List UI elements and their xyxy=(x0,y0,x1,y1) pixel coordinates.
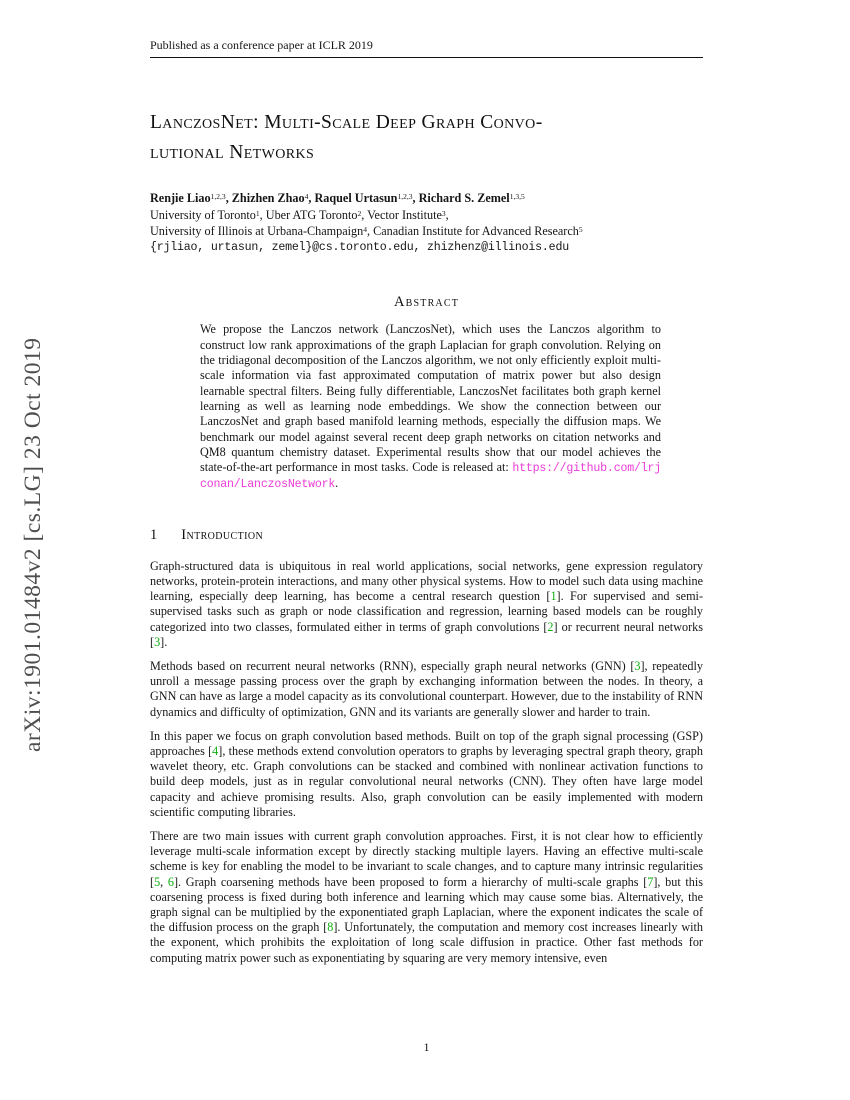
abstract-section xyxy=(150,294,703,492)
superscript: 1 xyxy=(255,208,260,218)
body-paragraph: There are two main issues with current graph convolution approaches. First, it is not clear how to efficiently leverage multi-scale information except by directly stacking multiple layers. Having an effective multi-scale scheme is key for enabling the model to be invariant to scale changes, and to capture many intrinsic regularities [5, 6]. Graph coarsening methods have been proposed to form a hierarchy of multi-scale graphs [7], but this coarsening process is fixed during both inference and learning which may cause some bias. Alternatively, the graph signal can be multiplied by the exponentiated graph Laplacian, where the exponent indicates the scale of the diffusion process on the graph [8]. Unfortunately, the computation and memory cost increases linearly with the exponent, which prohibits the exploitation of long scale diffusion in practice. Other fast methods for computing matrix power such as exponentiating by squaring are very memory intensive, even xyxy=(150,828,704,965)
citation-link[interactable]: 3 xyxy=(634,658,641,673)
superscript: 4 xyxy=(363,225,368,235)
abstract-text: We propose the Lanczos network (LanczosNet), which uses the Lanczos algorithm to construct low rank approximations of the graph Laplacian for graph convolution. Relying on the tridiagonal decomposition of the Lanczos algorithm, we not only efficiently exploit multi-scale information via fast approximated computation of matrix power but also design learnable spectral filters. Being fully differentiable, LanczosNet facilitates both graph kernel learning as well as learning node embeddings. We show the connection between our LanczosNet and graph based manifold learning methods, especially the diffusion maps. We benchmark our model against several recent deep graph networks on citation networks and QM8 quantum chemistry dataset. Experimental results show that our model achieves the state-of-the-art performance in most tasks. Code is released at: https://github.com/lrjconan/LanczosNetwork. xyxy=(200,322,661,492)
section-title: Introduction xyxy=(181,526,264,543)
author-block xyxy=(150,190,703,256)
body-paragraph: Methods based on recurrent neural networks (RNN), especially graph neural networks (GNN) [3], repeatedly unroll a message passing process over the graph by exchanging information between the nodes. In theory, a GNN can have as large a model capacity as its convolutional counterpart. However, due to the instability of RNN dynamics and difficulty of optimization, GNN and its variants are generally slower and harder to train. xyxy=(150,658,703,719)
citation-link[interactable]: 2 xyxy=(547,619,554,634)
citation-link[interactable]: 4 xyxy=(212,743,219,758)
author-names xyxy=(150,190,703,207)
superscript: 3 xyxy=(441,208,446,218)
citation-link[interactable]: 7 xyxy=(647,874,654,889)
conference-header: Published as a conference paper at ICLR 2019 xyxy=(150,38,703,58)
citation-link[interactable]: 1 xyxy=(550,589,557,604)
superscript: 1,2,3 xyxy=(397,192,413,202)
author-name: , Richard S. Zemel xyxy=(412,191,510,206)
superscript: 1,3,5 xyxy=(509,192,525,202)
citation-link[interactable]: 8 xyxy=(327,920,334,935)
author-name: , Raquel Urtasun xyxy=(308,191,398,206)
superscript: 5 xyxy=(578,225,583,235)
external-link[interactable]: https://github.com/lrjconan/LanczosNetwork xyxy=(200,462,661,492)
superscript: 2 xyxy=(357,208,362,218)
paper-content xyxy=(150,38,703,966)
title-line-1: LanczosNet: Multi-Scale Deep Graph Convo- xyxy=(150,112,543,133)
arxiv-watermark: arXiv:1901.01484v2 [cs.LG] 23 Oct 2019 xyxy=(20,337,46,752)
paper-title xyxy=(150,108,703,168)
title-line-2: lutional Networks xyxy=(150,142,315,164)
body-paragraph: Graph-structured data is ubiquitous in real world applications, social networks, gene expression regulatory networks, protein-protein interactions, and many other physical systems. How to model such data using machine learning, especially deep learning, has become a central research question [1]. For supervised and semi-supervised tasks such as graph or node classification and regression, learning based models can be roughly categorized into two classes, formulated either in terms of graph convolutions [2] or recurrent neural networks [3]. xyxy=(150,558,703,649)
page-number: 1 xyxy=(423,1040,430,1054)
superscript: 4 xyxy=(304,192,309,202)
citation-link[interactable]: 6 xyxy=(167,874,174,889)
section-number: 1 xyxy=(150,526,158,543)
citation-link[interactable]: 3 xyxy=(154,634,161,649)
abstract-heading: Abstract xyxy=(393,294,460,311)
author-name: , Zhizhen Zhao xyxy=(225,191,305,206)
author-name: Renjie Liao xyxy=(150,191,211,206)
affiliation-line-2: University of Illinois at Urbana-Champaign$^4$, Canadian Institute for Advanced Research$^5$ xyxy=(150,224,583,239)
affiliation-line-1: University of Toronto$^1$, Uber ATG Toronto$^2$, Vector Institute$^3$, xyxy=(150,207,449,222)
citation-link[interactable]: 5 xyxy=(154,874,161,889)
introduction-paragraphs xyxy=(150,559,703,966)
section-heading-introduction xyxy=(150,527,703,544)
author-emails: {rjliao, urtasun, zemel}@cs.toronto.edu, zhizhenz@illinois.edu xyxy=(150,240,569,254)
body-paragraph: In this paper we focus on graph convolution based methods. Built on top of the graph signal processing (GSP) approaches [4], these methods extend convolution operators to graphs by leveraging spectral graph theory, graph wavelet theory, etc. Graph convolutions can be stacked and combined with nonlinear activation functions to build deep models, just as in regular convolutional neural networks (CNN). They often have large model capacity and achieve promising results. Also, graph convolution can be easily implemented with modern scientific computing libraries. xyxy=(150,728,703,819)
superscript: 1,2,3 xyxy=(210,192,226,202)
